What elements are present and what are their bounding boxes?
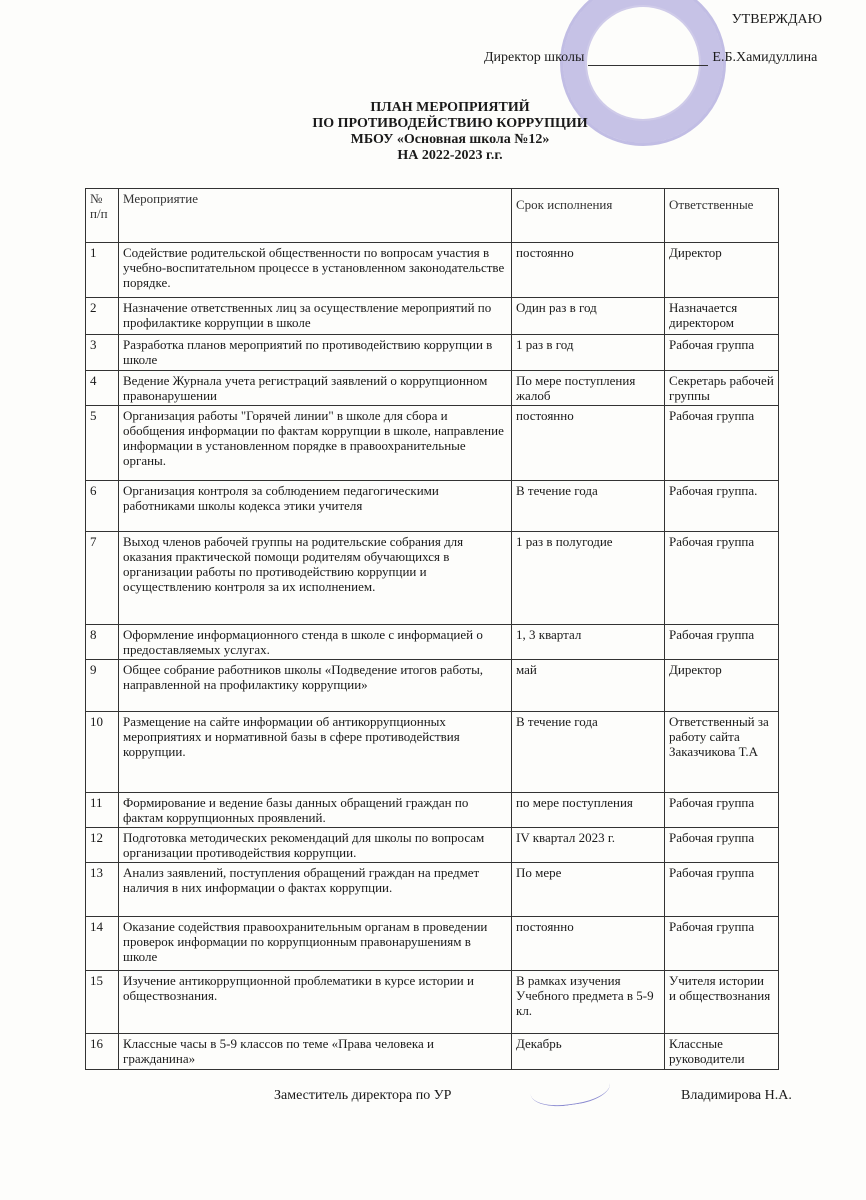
row-responsible: Назначается директором bbox=[665, 298, 779, 335]
table-row bbox=[86, 625, 779, 660]
row-term: постоянно bbox=[512, 406, 665, 481]
title-line: МБОУ «Основная школа №12» bbox=[350, 132, 550, 147]
row-number: 5 bbox=[86, 406, 119, 481]
table-row bbox=[86, 532, 779, 625]
row-number: 6 bbox=[86, 481, 119, 532]
row-responsible: Учителя истории и обществознания bbox=[665, 971, 779, 1034]
row-event: Оформление информационного стенда в школе с информацией о предоставляемых услугах. bbox=[119, 625, 512, 660]
row-event: Ведение Журнала учета регистраций заявлений о коррупционном правонарушении bbox=[119, 371, 512, 406]
col-number: № п/п bbox=[86, 189, 119, 243]
row-responsible: Рабочая группа bbox=[665, 828, 779, 863]
row-responsible: Директор bbox=[665, 243, 779, 298]
row-event: Организация контроля за соблюдением педагогическими работниками школы кодекса этики учителя bbox=[119, 481, 512, 532]
row-term: постоянно bbox=[512, 917, 665, 971]
director-label: Директор школы bbox=[484, 50, 585, 65]
table-row bbox=[86, 793, 779, 828]
row-event: Организация работы "Горячей линии" в школе для сбора и обобщения информации по фактам коррупции в школе, направление информации в установленном порядке в правоохранительные органы. bbox=[119, 406, 512, 481]
row-responsible: Рабочая группа bbox=[665, 863, 779, 917]
row-term: 1 раз в год bbox=[512, 335, 665, 371]
signature bbox=[588, 53, 708, 66]
col-event: Мероприятие bbox=[119, 189, 512, 243]
row-responsible: Рабочая группа bbox=[665, 793, 779, 828]
row-number: 12 bbox=[86, 828, 119, 863]
table-row bbox=[86, 1034, 779, 1070]
row-event: Изучение антикоррупционной проблематики в курсе истории и обществознания. bbox=[119, 971, 512, 1034]
row-number: 16 bbox=[86, 1034, 119, 1070]
row-event: Общее собрание работников школы «Подведение итогов работы, направленной на профилактику коррупции» bbox=[119, 660, 512, 712]
row-term: По мере поступления жалоб bbox=[512, 371, 665, 406]
table-row bbox=[86, 863, 779, 917]
row-term: Декабрь bbox=[512, 1034, 665, 1070]
table-row bbox=[86, 971, 779, 1034]
approve-label: УТВЕРЖДАЮ bbox=[731, 12, 822, 27]
row-event: Анализ заявлений, поступления обращений граждан на предмет наличия в них информации о фактах коррупции. bbox=[119, 863, 512, 917]
footer-role: Заместитель директора по УР bbox=[274, 1088, 452, 1103]
row-responsible: Рабочая группа bbox=[665, 917, 779, 971]
row-responsible: Рабочая группа. bbox=[665, 481, 779, 532]
table-row bbox=[86, 481, 779, 532]
row-event: Подготовка методических рекомендаций для школы по вопросам организации противодействия коррупции. bbox=[119, 828, 512, 863]
row-number: 2 bbox=[86, 298, 119, 335]
table-row bbox=[86, 298, 779, 335]
row-number: 1 bbox=[86, 243, 119, 298]
row-number: 11 bbox=[86, 793, 119, 828]
row-event: Размещение на сайте информации об антикоррупционных мероприятиях и нормативной базы в сфере противодействия коррупции. bbox=[119, 712, 512, 793]
row-term: май bbox=[512, 660, 665, 712]
row-event: Назначение ответственных лиц за осуществление мероприятий по профилактике коррупции в школе bbox=[119, 298, 512, 335]
row-responsible: Рабочая группа bbox=[665, 406, 779, 481]
table-row bbox=[86, 335, 779, 371]
row-number: 10 bbox=[86, 712, 119, 793]
row-number: 3 bbox=[86, 335, 119, 371]
title-line: ПО ПРОТИВОДЕЙСТВИЮ КОРРУПЦИИ bbox=[312, 116, 588, 131]
row-responsible: Директор bbox=[665, 660, 779, 712]
row-number: 4 bbox=[86, 371, 119, 406]
row-term: постоянно bbox=[512, 243, 665, 298]
row-event: Содействие родительской общественности по вопросам участия в учебно-воспитательном процессе в установленном законодательстве порядке. bbox=[119, 243, 512, 298]
events-table bbox=[85, 188, 779, 1070]
row-term: IV квартал 2023 г. bbox=[512, 828, 665, 863]
row-responsible: Ответственный за работу сайта Заказчикова Т.А bbox=[665, 712, 779, 793]
row-responsible: Рабочая группа bbox=[665, 532, 779, 625]
row-term: В течение года bbox=[512, 712, 665, 793]
row-term: 1 раз в полугодие bbox=[512, 532, 665, 625]
row-number: 15 bbox=[86, 971, 119, 1034]
row-term: 1, 3 квартал bbox=[512, 625, 665, 660]
table-header bbox=[86, 189, 779, 243]
footer-name: Владимирова Н.А. bbox=[681, 1088, 792, 1103]
table-row bbox=[86, 406, 779, 481]
table-row bbox=[86, 660, 779, 712]
table-row bbox=[86, 371, 779, 406]
table-row bbox=[86, 243, 779, 298]
row-event: Выход членов рабочей группы на родительские собрания для оказания практической помощи родителям обучающихся в организации работы по противодействию коррупции и осуществлению контроля за их исполнением. bbox=[119, 532, 512, 625]
row-event: Классные часы в 5-9 классов по теме «Права человека и гражданина» bbox=[119, 1034, 512, 1070]
document-title bbox=[240, 100, 660, 164]
row-term: По мере bbox=[512, 863, 665, 917]
row-responsible: Секретарь рабочей группы bbox=[665, 371, 779, 406]
row-responsible: Рабочая группа bbox=[665, 625, 779, 660]
row-event: Разработка планов мероприятий по противодействию коррупции в школе bbox=[119, 335, 512, 371]
table-row bbox=[86, 917, 779, 971]
row-term: В течение года bbox=[512, 481, 665, 532]
director-signature-line bbox=[484, 50, 824, 66]
row-number: 9 bbox=[86, 660, 119, 712]
row-number: 14 bbox=[86, 917, 119, 971]
row-event: Формирование и ведение базы данных обращений граждан по фактам коррупционных проявлений. bbox=[119, 793, 512, 828]
row-term: В рамках изучения Учебного предмета в 5-9 кл. bbox=[512, 971, 665, 1034]
row-number: 13 bbox=[86, 863, 119, 917]
table-row bbox=[86, 712, 779, 793]
director-name: Е.Б.Хамидуллина bbox=[712, 50, 818, 65]
col-responsible: Ответственные bbox=[665, 189, 779, 243]
col-term: Срок исполнения bbox=[512, 189, 665, 243]
row-event: Оказание содействия правоохранительным органам в проведении проверок информации по коррупционным правонарушениям в школе bbox=[119, 917, 512, 971]
table-row bbox=[86, 828, 779, 863]
row-term: по мере поступления bbox=[512, 793, 665, 828]
row-responsible: Рабочая группа bbox=[665, 335, 779, 371]
row-responsible: Классные руководители bbox=[665, 1034, 779, 1070]
row-term: Один раз в год bbox=[512, 298, 665, 335]
row-number: 7 bbox=[86, 532, 119, 625]
title-line: ПЛАН МЕРОПРИЯТИЙ bbox=[370, 100, 530, 115]
title-line: НА 2022-2023 г.г. bbox=[397, 148, 503, 163]
deputy-signature bbox=[528, 1065, 612, 1111]
row-number: 8 bbox=[86, 625, 119, 660]
